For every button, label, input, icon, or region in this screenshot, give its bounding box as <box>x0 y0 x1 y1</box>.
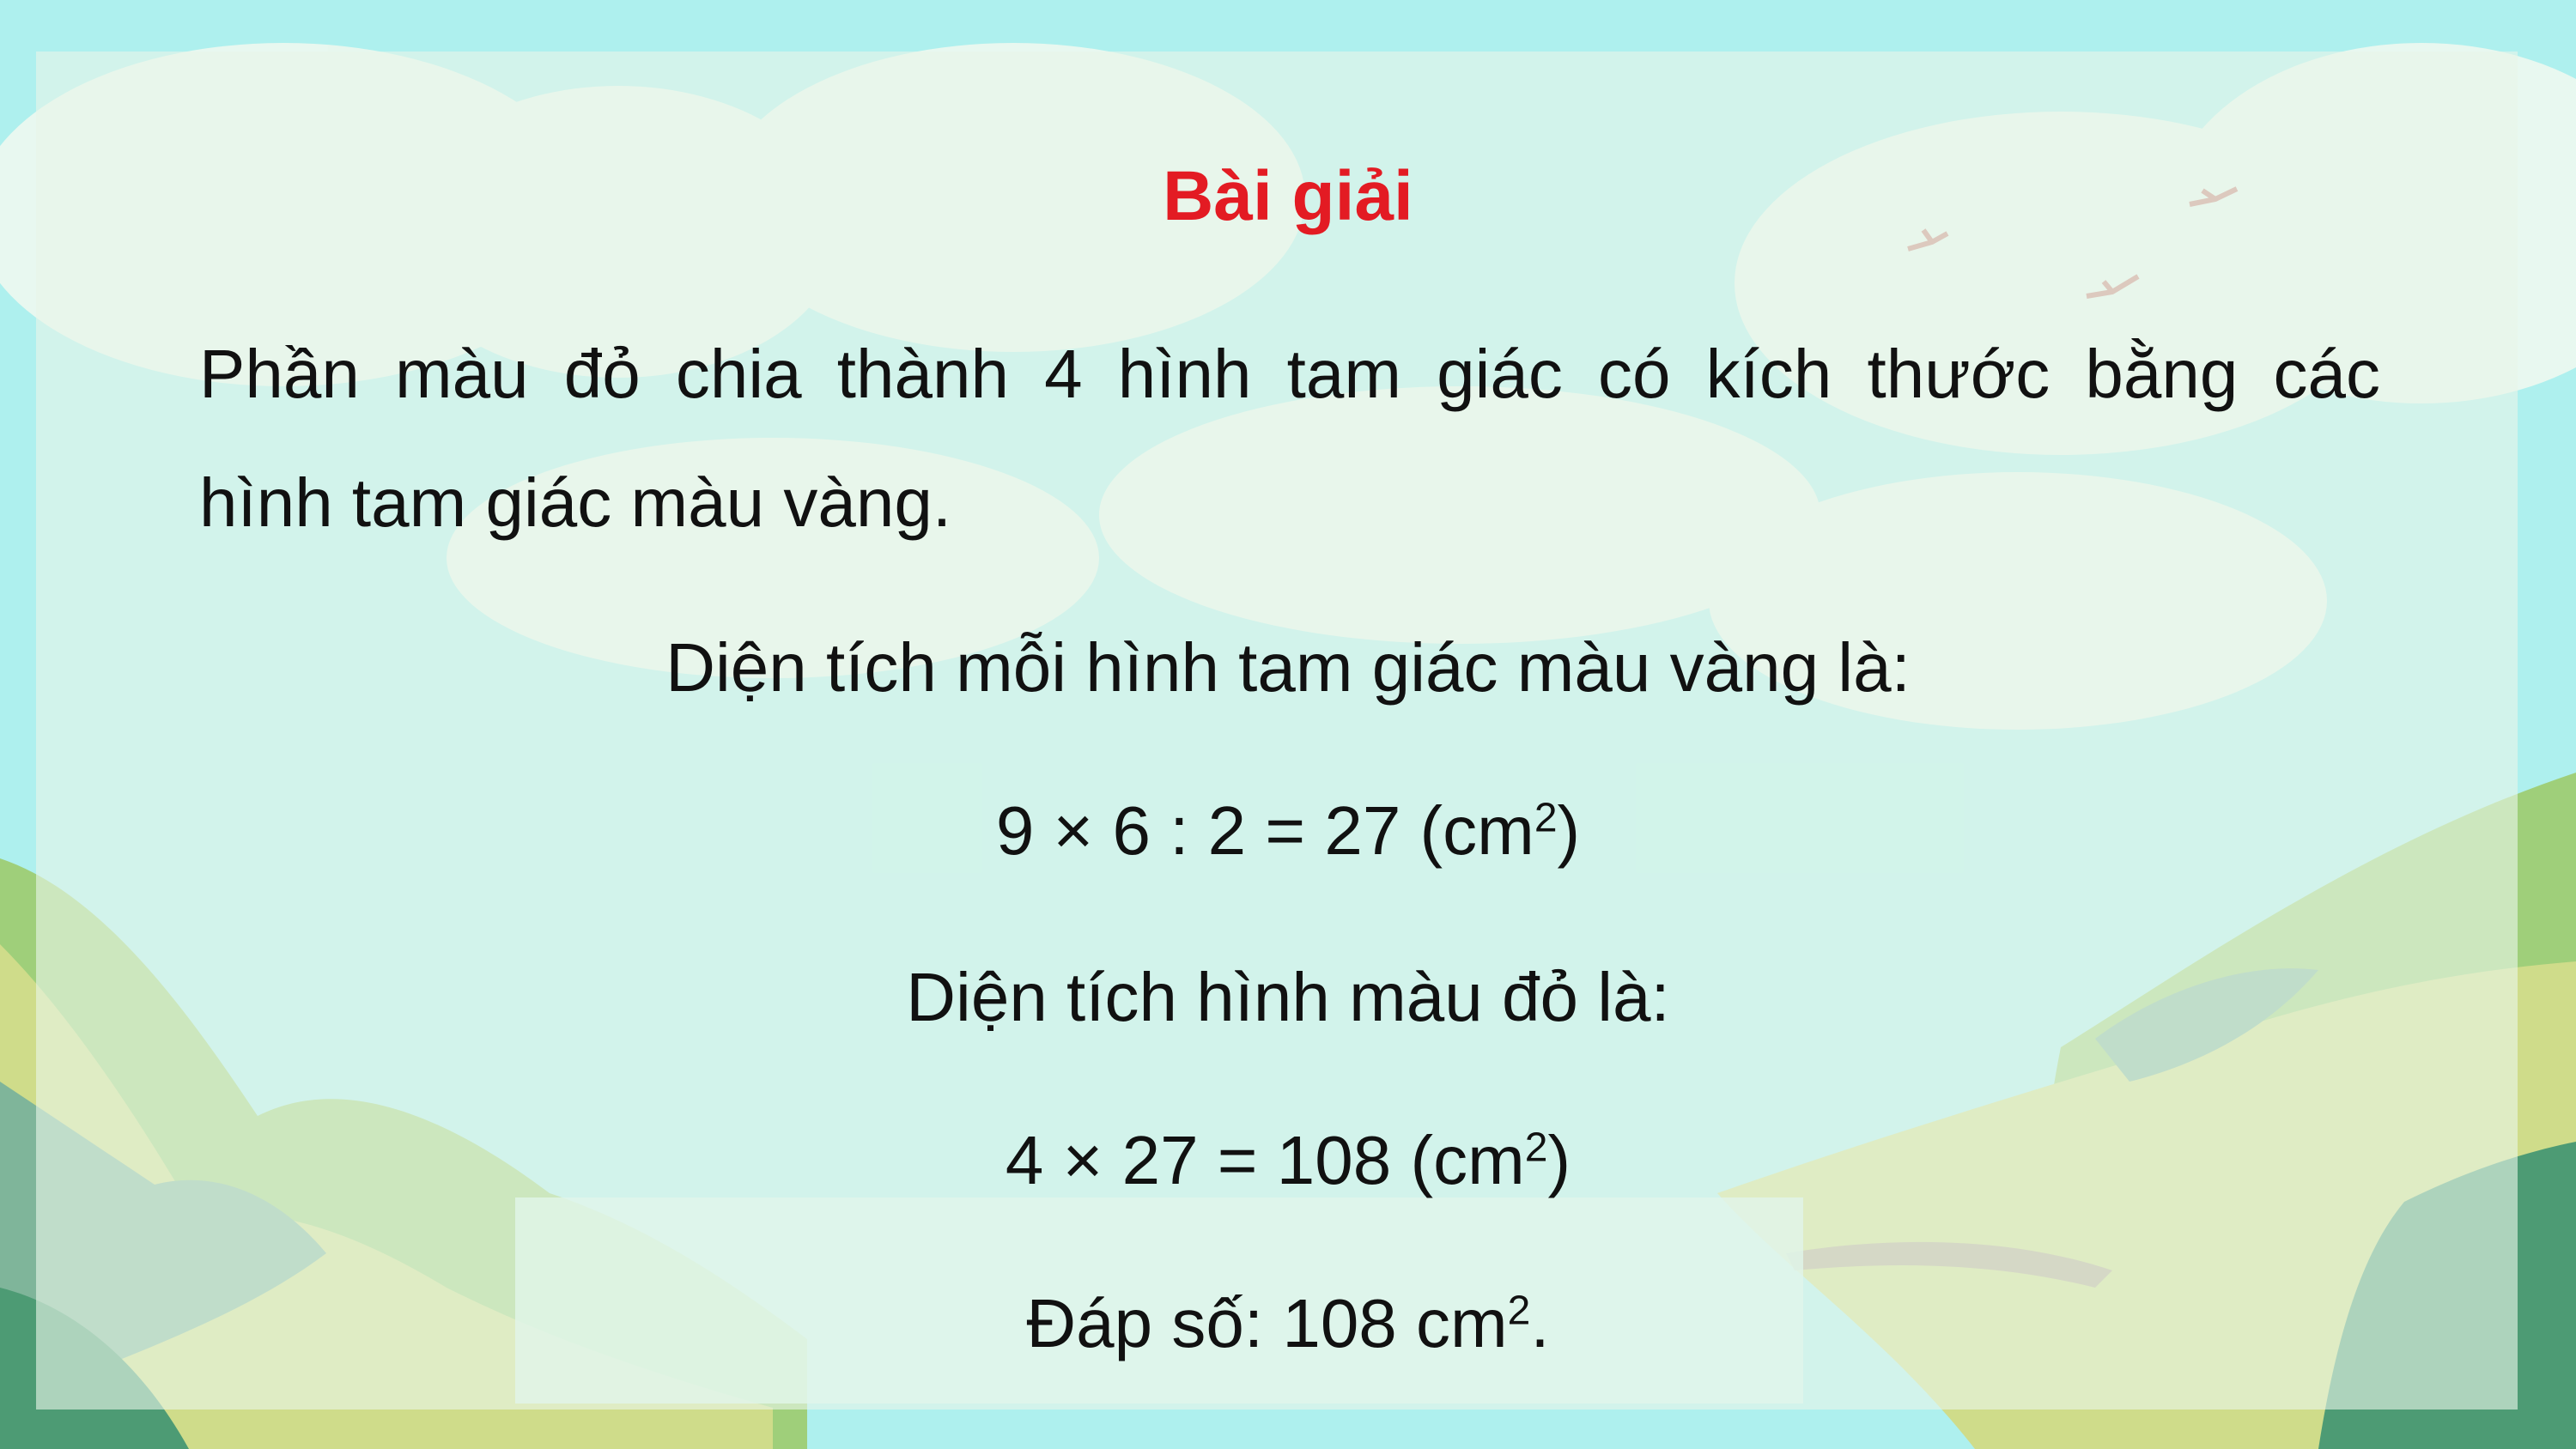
explanation-line-1: Phần màu đỏ chia thành 4 hình tam giác có kích thước bằng các <box>199 336 2380 412</box>
step1-calculation <box>0 792 2576 869</box>
step1-tail: ) <box>1557 792 1581 869</box>
solution-title: Bài giải <box>1163 157 1413 235</box>
answer-text: Đáp số: 108 cm <box>1026 1285 1508 1361</box>
exponent: 2 <box>1534 795 1558 841</box>
step1-label: Diện tích mỗi hình tam giác màu vàng là: <box>665 629 1911 706</box>
answer-tail: . <box>1530 1285 1550 1361</box>
step2-tail: ) <box>1547 1122 1571 1198</box>
content-panel <box>36 52 2518 1410</box>
step2-expression: 4 × 27 = 108 (cm <box>1005 1122 1525 1198</box>
step2-label: Diện tích hình màu đỏ là: <box>906 959 1670 1035</box>
final-answer <box>0 1285 2576 1361</box>
exponent: 2 <box>1524 1125 1548 1171</box>
step2-calculation <box>0 1122 2576 1198</box>
step1-expression: 9 × 6 : 2 = 27 (cm <box>995 792 1534 869</box>
exponent: 2 <box>1507 1288 1531 1334</box>
explanation-line-2: hình tam giác màu vàng. <box>199 464 952 541</box>
